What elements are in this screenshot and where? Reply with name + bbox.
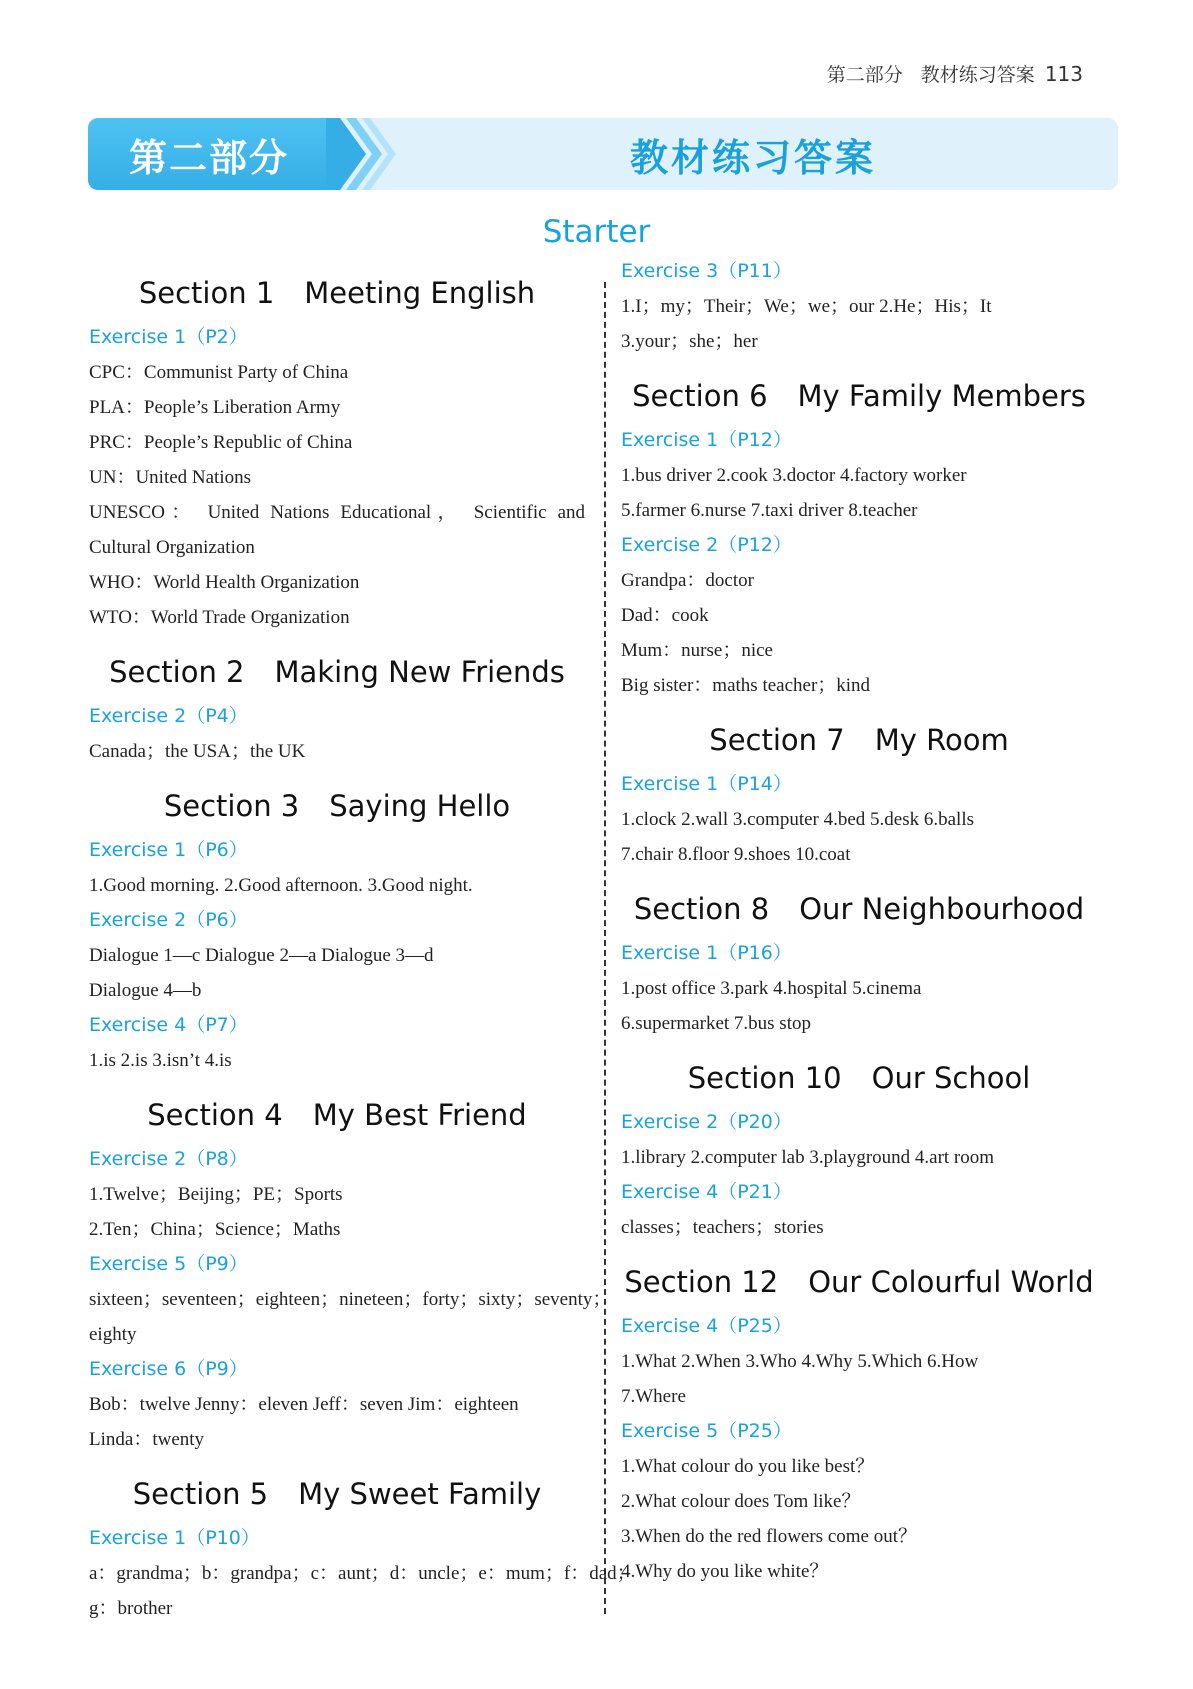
section-title — [89, 1094, 585, 1136]
exercise-label: Exercise 5（P25） — [621, 1420, 792, 1442]
answer-line: eighty — [89, 1324, 137, 1345]
answer-line: 1.is 2.is 3.isn’t 4.is — [89, 1050, 232, 1071]
exercise-label: Exercise 2（P8） — [89, 1148, 248, 1170]
section-name: Our Colourful World — [808, 1265, 1094, 1299]
answer-line: 1.clock 2.wall 3.computer 4.bed 5.desk 6.balls — [621, 809, 975, 830]
section-name: Our Neighbourhood — [799, 892, 1085, 926]
banner-title: 教材练习答案 — [629, 135, 876, 180]
answer-line: Canada；the USA；the UK — [89, 741, 306, 762]
column-divider — [604, 282, 606, 1614]
right-column — [621, 254, 1097, 1589]
exercise-label: Exercise 2（P12） — [621, 534, 792, 556]
answer-line: Grandpa：doctor — [621, 570, 754, 591]
section-title — [89, 651, 585, 693]
exercise-label: Exercise 1（P12） — [621, 429, 792, 451]
section-block — [621, 375, 1097, 703]
answer-line: Linda：twenty — [89, 1429, 205, 1450]
answer-line: 7.chair 8.floor 9.shoes 10.coat — [621, 844, 851, 865]
answer-line: Dad：cook — [621, 605, 709, 626]
answer-line: 1.I；my；Their；We；we；our 2.He；His；It — [621, 296, 992, 317]
section-number: Section 1 — [138, 276, 275, 310]
answer-line: 1.What colour do you like best？ — [621, 1456, 875, 1477]
answer-line: sixteen；seventeen；eighteen；nineteen；forty；sixty；seventy； — [89, 1289, 612, 1310]
banner-part-tag: 第二部分 — [88, 118, 330, 190]
section-number: Section 7 — [709, 723, 845, 757]
answer-line: Bob：twelve Jenny：eleven Jeff：seven Jim：eighteen — [89, 1394, 519, 1415]
section-name: Meeting English — [304, 276, 536, 310]
answer-line: Dialogue 1—c Dialogue 2—a Dialogue 3—d — [89, 945, 434, 966]
exercise-label: Exercise 2（P20） — [621, 1111, 792, 1133]
exercise-label: Exercise 2（P4） — [89, 705, 248, 727]
section-block — [89, 651, 585, 769]
exercise-label: Exercise 5（P9） — [89, 1253, 248, 1275]
left-column — [89, 272, 636, 1626]
exercise-label: Exercise 1（P10） — [89, 1527, 260, 1549]
running-head-part: 第二部分 — [826, 64, 903, 86]
section-title — [89, 1473, 585, 1515]
section-block — [621, 1261, 1097, 1589]
answer-line: 1.bus driver 2.cook 3.doctor 4.factory worker — [621, 465, 967, 486]
answer-line: 1.Good morning. 2.Good afternoon. 3.Good night. — [89, 875, 473, 896]
section-name: My Best Friend — [312, 1098, 527, 1132]
answer-line: Mum：nurse；nice — [621, 640, 773, 661]
section-number: Section 5 — [132, 1477, 269, 1511]
running-head — [827, 60, 1083, 87]
running-head-section: 教材练习答案 — [920, 64, 1035, 86]
answer-line: Cultural Organization — [89, 537, 255, 558]
chevron-arrows-icon — [326, 118, 446, 190]
answer-line: Big sister：maths teacher；kind — [621, 675, 871, 696]
answer-line: 2.What colour does Tom like？ — [621, 1491, 861, 1512]
section-block — [89, 785, 585, 1078]
section-title — [89, 272, 585, 314]
section-name: My Family Members — [797, 379, 1086, 413]
section-block — [621, 719, 1097, 872]
exercise-label: Exercise 1（P2） — [89, 326, 248, 348]
exercise-label: Exercise 4（P25） — [621, 1315, 792, 1337]
section-title — [621, 888, 1097, 930]
exercise-label: Exercise 1（P6） — [89, 839, 248, 861]
section-name: My Room — [874, 723, 1009, 757]
section-name: Our School — [871, 1061, 1031, 1095]
answer-line: Dialogue 4—b — [89, 980, 202, 1001]
answer-line: 7.Where — [621, 1386, 686, 1407]
section-title — [621, 1057, 1097, 1099]
section-name: Saying Hello — [329, 789, 511, 823]
page-number: 113 — [1044, 62, 1083, 86]
section-number: Section 4 — [147, 1098, 283, 1132]
section-block — [89, 1094, 612, 1457]
answer-line: 1.library 2.computer lab 3.playground 4.art room — [621, 1147, 995, 1168]
exercise-label: Exercise 4（P21） — [621, 1181, 792, 1203]
section-number: Section 12 — [624, 1265, 779, 1299]
section-block — [621, 888, 1097, 1041]
answer-line: UN：United Nations — [89, 467, 252, 488]
answer-line: UNESCO： United Nations Educational， Scientific and — [89, 502, 585, 523]
answer-line: WHO：World Health Organization — [89, 572, 360, 593]
answer-line: 4.Why do you like white？ — [621, 1561, 829, 1582]
answer-line: 6.supermarket 7.bus stop — [621, 1013, 811, 1034]
exercise-label: Exercise 1（P14） — [621, 773, 792, 795]
section-number: Section 6 — [632, 379, 768, 413]
exercise-label: Exercise 6（P9） — [89, 1358, 248, 1380]
answer-line: CPC：Communist Party of China — [89, 362, 349, 383]
answer-line: 1.Twelve；Beijing；PE；Sports — [89, 1184, 343, 1205]
section-name: My Sweet Family — [298, 1477, 542, 1511]
exercise-label: Exercise 4（P7） — [89, 1014, 248, 1036]
unit-title: Starter — [542, 214, 651, 250]
answer-line: 3.your；she；her — [621, 331, 758, 352]
section-title — [89, 785, 585, 827]
answer-line: 1.What 2.When 3.Who 4.Why 5.Which 6.How — [621, 1351, 979, 1372]
exercise-label: Exercise 3（P11） — [621, 260, 792, 282]
answer-line: 3.When do the red flowers come out？ — [621, 1526, 917, 1547]
section-block — [621, 1057, 1097, 1245]
exercise-label: Exercise 1（P16） — [621, 942, 792, 964]
answer-line: g：brother — [89, 1598, 173, 1619]
section-block — [89, 272, 585, 635]
section-name: Making New Friends — [274, 655, 565, 689]
answer-line: PLA：People’s Liberation Army — [89, 397, 341, 418]
section-block — [89, 1473, 636, 1626]
exercise-label: Exercise 2（P6） — [89, 909, 248, 931]
answer-line: PRC：People’s Republic of China — [89, 432, 353, 453]
answer-line: WTO：World Trade Organization — [89, 607, 350, 628]
section-number: Section 2 — [109, 655, 245, 689]
section-number: Section 8 — [633, 892, 770, 926]
section-title — [621, 375, 1097, 417]
section-title — [621, 719, 1097, 761]
answer-line: 5.farmer 6.nurse 7.taxi driver 8.teacher — [621, 500, 918, 521]
answer-line: a：grandma；b：grandpa；c：aunt；d：uncle；e：mum；f：dad； — [89, 1563, 636, 1584]
answer-line: 1.post office 3.park 4.hospital 5.cinema — [621, 978, 922, 999]
chapter-banner — [88, 118, 1118, 190]
section-number: Section 10 — [687, 1061, 842, 1095]
section-number: Section 3 — [163, 789, 300, 823]
section-title — [621, 1261, 1097, 1303]
answer-line: 2.Ten；China；Science；Maths — [89, 1219, 341, 1240]
answer-line: classes；teachers；stories — [621, 1217, 824, 1238]
